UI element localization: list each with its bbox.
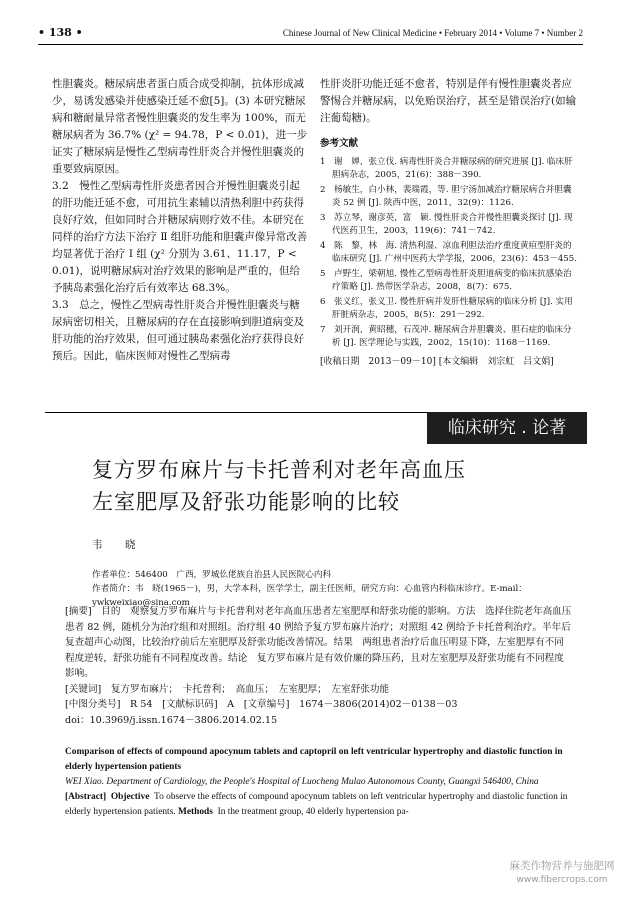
reference-item: 5 卢野生，梁朝旭. 慢性乙型病毒性肝炎胆道病变的临床抗感染治疗策略 [J]. 热带医学杂志，2008，8(7)：675.	[320, 269, 572, 292]
english-affiliation-text: WEI Xiao. Department of Cardiology, the People's Hospital of Luocheng Mulao Autonomous County, Guangxi 546400, China	[65, 777, 539, 787]
reference-item: 3 苏立琴，谢彦英，富 颖. 慢性肝炎合并慢性胆囊炎探讨 [J]. 现代医药卫生，2003，119(6)：741－742.	[320, 213, 573, 236]
abstract-label: [Abstract]	[65, 792, 107, 802]
left-column	[52, 76, 310, 365]
article-title	[92, 454, 572, 518]
reference-item: 2 杨敏生，白小林，裴瑞霞，等. 胆宁汤加减治疗糖尿病合并胆囊炎 52 例 [J]. 陕西中医，2011，32(9)：1126.	[320, 185, 572, 208]
reference-list	[320, 156, 580, 350]
paragraph-left-3: 3.3 总之，慢性乙型病毒性肝炎合并慢性胆囊炎与糖尿病密切相关，且糖尿病的存在直接影响到胆道病变及肝功能的治疗效果，但可通过胰岛素强化治疗获得良好预后。因此，临床医师对慢性乙型病毒	[52, 299, 304, 362]
right-column	[320, 76, 580, 371]
keywords: [关键词] 复方罗布麻片； 卡托普利； 高血压； 左室肥厚； 左室舒张功能	[65, 683, 390, 695]
reference-item: 4 陈 黎，林 海. 清热利湿、凉血利胆法治疗重度黄疸型肝炎的临床研究 [J]. 广州中医药大学学报，2006，23(6)：453－455.	[320, 241, 577, 264]
objective-text: To observe the effects of compound apocynum tablets on left ventricular hypertrophy and diastolic function in elderly hypertension patients.	[65, 792, 568, 817]
doi-line: doi：10.3969/j.issn.1674－3806.2014.02.15	[65, 714, 278, 726]
methods-label: Methods	[178, 807, 213, 817]
section-banner: 临床研究 . 论著	[427, 412, 587, 444]
references-title: 参考文献	[320, 138, 359, 149]
page-number: • 138 •	[38, 26, 83, 39]
english-title: Comparison of effects of compound apocynum tablets and captopril on left ventricular hypertrophy and diastolic function in elderly hypertension patients	[65, 747, 563, 772]
abstract-zh-text: [摘要] 目的 观察复方罗布麻片与卡托普利对老年高血压患者左室肥厚和舒张功能的影响。方法 选择住院老年高血压患者 82 例，随机分为治疗组和对照组。治疗组 40 例给予复方罗布麻片治疗；对照组 42 例给予卡托普利治疗。半年后复查超声心动图，比较治疗前后左室肥厚及舒张功能改善情况。结果 两组患者治疗后血压明显下降，左室肥厚有不同程度逆转，舒张功能有不同程度改善。结论 复方罗布麻片是有效价廉的降压药，且对左室肥厚及舒张功能有不同程度影响。	[65, 606, 572, 679]
watermark-text: 麻类作物营养与施肥网	[509, 860, 615, 872]
paragraph-left-2: 3.2 慢性乙型病毒性肝炎患者因合并慢性胆囊炎引起的肝功能迁延不愈，可用抗生素辅以清热利胆中药获得良好疗效，但如同时合并糖尿病则疗效不佳。本研究在同样的治疗方法下治疗 Ⅱ 组肝功能和胆囊声像异常改善均显著优于治疗 Ⅰ 组 (χ² 分别为 3.61、11.17，P < 0.01)，说明糖尿病对治疗效果的影响是严重的，但给予胰岛素强化治疗后有效率达 68.3%。	[52, 180, 308, 294]
author-affiliation: 作者单位：546400 广西，罗城仫佬族自治县人民医院心内科	[92, 570, 332, 580]
objective-label: Objective	[110, 792, 150, 802]
reference-item: 7 刘开润，黄昭穗，石茂冲. 糖尿病合并胆囊炎、胆石症的临床分析 [J]. 医学理论与实践，2002，15(10)：1168－1169.	[320, 325, 572, 348]
title-line: 复方罗布麻片与卡托普利对老年高血压	[92, 458, 466, 482]
author-name: 韦 晓	[92, 539, 142, 551]
english-author-affiliation	[65, 775, 573, 790]
journal-header: Chinese Journal of New Clinical Medicine • February 2014 • Volume 7 • Number 2	[282, 28, 583, 38]
author-bio: 作者简介：韦 晓(1965－)，男，大学本科，医学学士，副主任医师，研究方向：心血管内科临床诊疗。E-mail：ywkweixiao@sina.com	[92, 584, 527, 608]
abstract-english	[65, 745, 573, 820]
watermark-url: www.fibercrops.com	[516, 875, 608, 885]
paragraph-left-1: 性胆囊炎。糖尿病患者蛋白质合成受抑制，抗体形成减少，易诱发感染并使感染迁延不愈[5]。(3) 本研究糖尿病和糖耐量异常者慢性胆囊炎的发生率为 100%，而无糖尿病者为 36.7% (χ² = 94.78，P < 0.01)，进一步证实了糖尿病是慢性乙型病毒性肝炎合并慢性胆囊炎的重要致病原因。	[52, 78, 308, 175]
paragraph-right-1: 性肝炎肝功能迁延不愈者，特别是伴有慢性胆囊炎者应警惕合并糖尿病，以免贻误治疗，甚至是错误治疗(如输注葡萄糖)。	[320, 78, 577, 124]
methods-text: In the treatment group, 40 elderly hypertension pa-	[217, 807, 409, 817]
abstract-chinese	[65, 604, 573, 728]
english-abstract-body	[65, 790, 573, 820]
watermark	[503, 859, 621, 887]
title-line: 左室肥厚及舒张功能影响的比较	[92, 490, 400, 514]
classification-line: [中图分类号] R 54 [文献标识码] A [文章编号] 1674－3806(2014)02－0138－03	[65, 699, 458, 710]
reference-item: 1 谢 婵，张立伐. 病毒性肝炎合并糖尿病的研究进展 [J]. 临床肝胆病杂志，2005，21(6)：388－390.	[320, 157, 573, 180]
received-date-line: [收稿日期 2013－09－10] [本文编辑 刘宗虹 吕文娟]	[320, 357, 554, 367]
reference-item: 6 张义红，张义卫. 慢性肝病并发肝性糖尿病的临床分析 [J]. 实用肝脏病杂志，2005，8(5)：291－292.	[320, 297, 573, 320]
header-rule	[38, 44, 583, 45]
